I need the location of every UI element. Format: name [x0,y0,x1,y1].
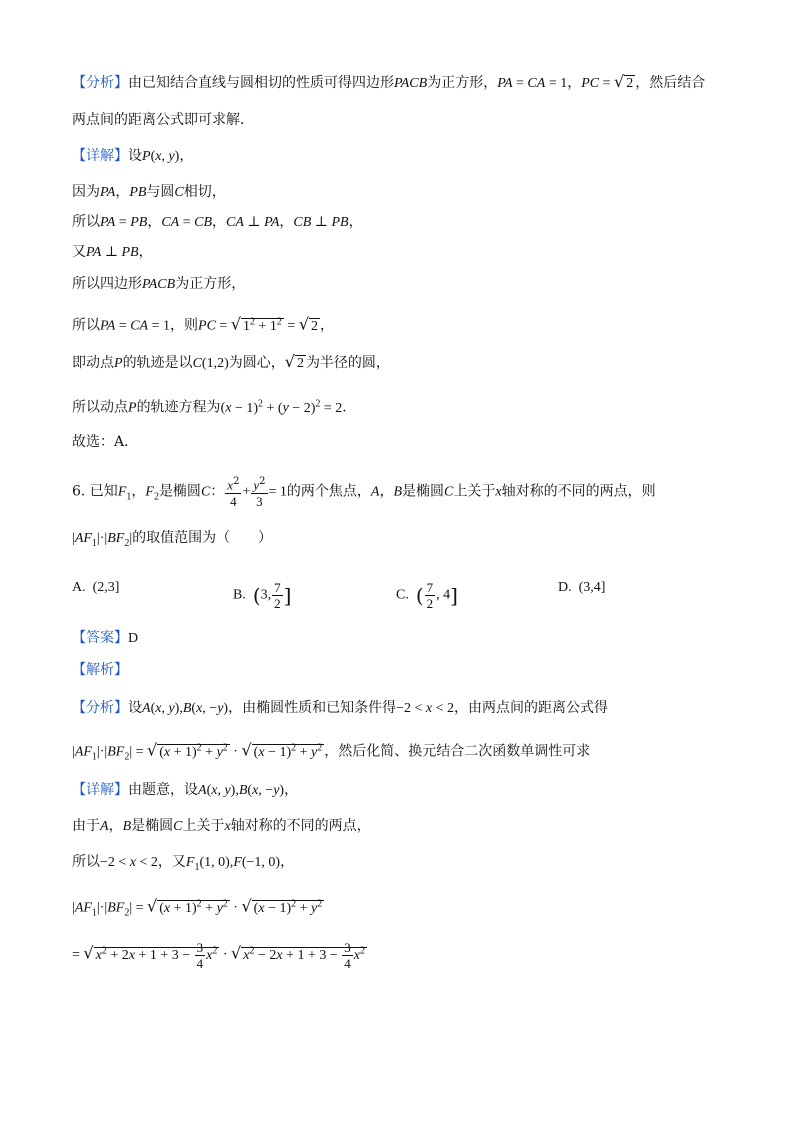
detail-line-9: 故选：A． [72,434,139,450]
question-6-line-2: $|AF_1|\cdot|BF_2|$的取值范围为（ ） [72,530,273,549]
option-b[interactable]: B. (3, $\frac{7}{2}$ ] [233,580,292,611]
detail-line-4: 又PA ⊥ PB， [72,244,153,260]
question-6-line-1: 6. 已知$F_1$，$F_2$是椭圆C： $\frac{x^2}{4}$ + $\frac{y^2}{3}$ = 1的两个焦点，A，B是椭圆C上关于x轴对称的不同的两点，则 [72,476,656,510]
detail-line-2: 因为PA，PB与圆C相切， [72,184,226,200]
analysis-heading: 【解析】 [72,662,128,678]
analysis-line-1: 【分析】由已知结合直线与圆相切的性质可得四边形PACB为正方形，PA = CA = 1，PC = √ 2 ，然后结合 [72,72,706,91]
detail-tag: 【详解】 [72,148,128,164]
answer-value: D [128,631,139,646]
analysis-line-2: 两点间的距离公式即可求解． [72,112,254,128]
answer-line [72,628,138,649]
detail-line-8: 所以动点P的轨迹方程为$(x - 1)^2 + (y - 2)^2 = 2$． [72,398,357,416]
solution-detail-line-5: = √ $x^2 + 2x + 1 + 3$ − $\frac{3}{4}$ $x^2$ · √ $x^2 - 2x + 1 + 3$ − $\frac{3}{4}$ $x^2$ [72,940,365,971]
option-d[interactable]: D. (3,4] [558,580,606,595]
answer-tag: 【答案】 [72,630,128,646]
detail-line-3: 所以PA = PB，CA = CB，CA ⊥ PA，CB ⊥ PB， [72,214,363,230]
detail-line-5: 所以四边形PACB为正方形， [72,276,246,292]
solution-detail-line-1: 【详解】由题意，设A(x, y),B(x, −y)， [72,782,299,798]
solution-analysis-line-2: $|AF_1|\cdot|BF_2|$ = √ $(x + 1)^2 + y^2$ · √ $(x - 1)^2 + y^2$ ，然后化简、换元结合二次函数单调性可求 [72,740,591,763]
detail-line-6: 所以PA = CA = 1，则PC = √ $1^2 + 1^2$ = √ 2 ， [72,314,335,334]
detail-line-1: 【详解】设P(x, y)， [72,148,194,164]
option-c[interactable]: C. ( $\frac{7}{2}$ , 4] [396,580,458,611]
solution-detail-line-2: 由于A，B是椭圆C上关于x轴对称的不同的两点， [72,818,371,834]
solution-analysis-line-1: 【分析】设A(x, y),B(x, −y)，由椭圆性质和已知条件得−2 < x < 2，由两点间的距离公式得 [72,700,609,716]
analysis-tag: 【分析】 [72,75,128,91]
option-a[interactable]: A. (2,3] [72,580,120,595]
solution-detail-line-3: 所以−2 < x < 2，又$F_1(1$, 0),F(−1, 0)， [72,854,295,873]
solution-detail-line-4: $|AF_1|\cdot|BF_2|$ = √ $(x + 1)^2 + y^2$ · √ $(x - 1)^2 + y^2$ [72,896,323,919]
detail-line-7: 即动点P的轨迹是以C(1,2)为圆心，√ 2 为半径的圆， [72,352,390,371]
